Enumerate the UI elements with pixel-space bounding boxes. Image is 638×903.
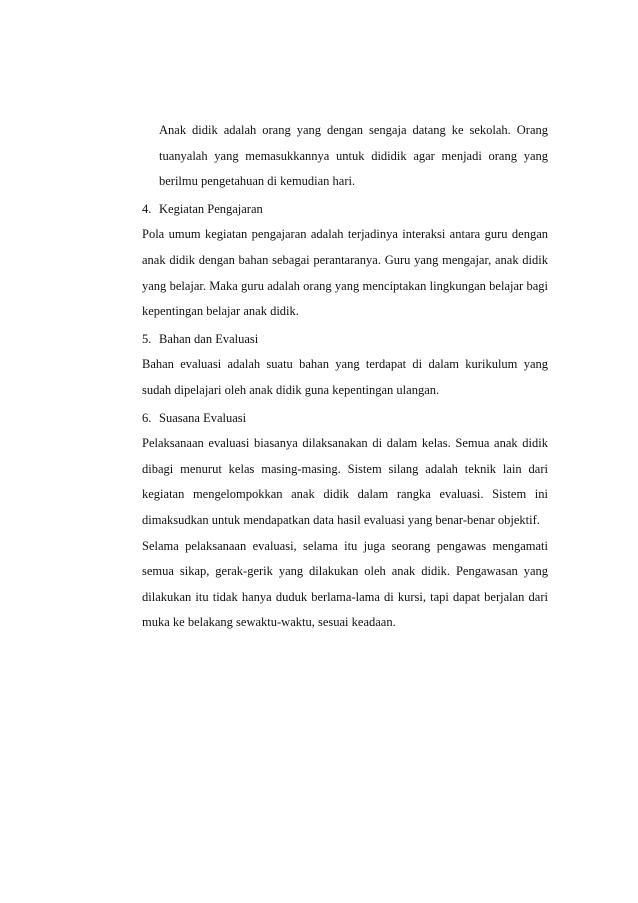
- section-paragraph: Selama pelaksanaan evaluasi, selama itu juga seorang pengawas mengamati semua sikap, gerak-gerik yang dilakukan oleh anak didik. Pengawasan yang dilakukan itu tidak hanya duduk berlama-lama di kursi, tapi dapat berjalan dari muka ke belakang sewaktu-waktu, sesuai keadaan.: [142, 538, 548, 630]
- section-number: 4.: [142, 201, 152, 216]
- section-title: Suasana Evaluasi: [159, 410, 247, 425]
- section-title: Kegiatan Pengajaran: [159, 201, 263, 216]
- document-body: [142, 118, 548, 636]
- section-paragraph: Bahan evaluasi adalah suatu bahan yang terdapat di dalam kurikulum yang sudah dipelajari oleh anak didik guna kepentingan ulangan.: [142, 357, 548, 397]
- section-number: 6.: [142, 410, 152, 425]
- section-title: Bahan dan Evaluasi: [159, 331, 259, 346]
- section-heading-6: [142, 406, 548, 432]
- section-number: 5.: [142, 331, 152, 346]
- section-paragraph: Pola umum kegiatan pengajaran adalah terjadinya interaksi antara guru dengan anak didik dengan bahan sebagai perantaranya. Guru yang mengajar, anak didik yang belajar. Maka guru adalah orang yang menciptakan lingkungan belajar bagi kepentingan belajar anak didik.: [142, 227, 548, 319]
- section-paragraph: Pelaksanaan evaluasi biasanya dilaksanakan di dalam kelas. Semua anak didik dibagi menurut kelas masing-masing. Sistem silang adalah teknik lain dari kegiatan mengelompokkan anak didik dalam rangka evaluasi. Sistem ini dimaksudkan untuk mendapatkan data hasil evaluasi yang benar-benar objektif.: [142, 436, 548, 527]
- intro-paragraph: Anak didik adalah orang yang dengan sengaja datang ke sekolah. Orang tuanyalah yang memasukkannya untuk dididik agar menjadi orang yang berilmu pengetahuan di kemudian hari.: [159, 123, 548, 189]
- section-heading-4: [142, 197, 548, 223]
- section-heading-5: [142, 327, 548, 353]
